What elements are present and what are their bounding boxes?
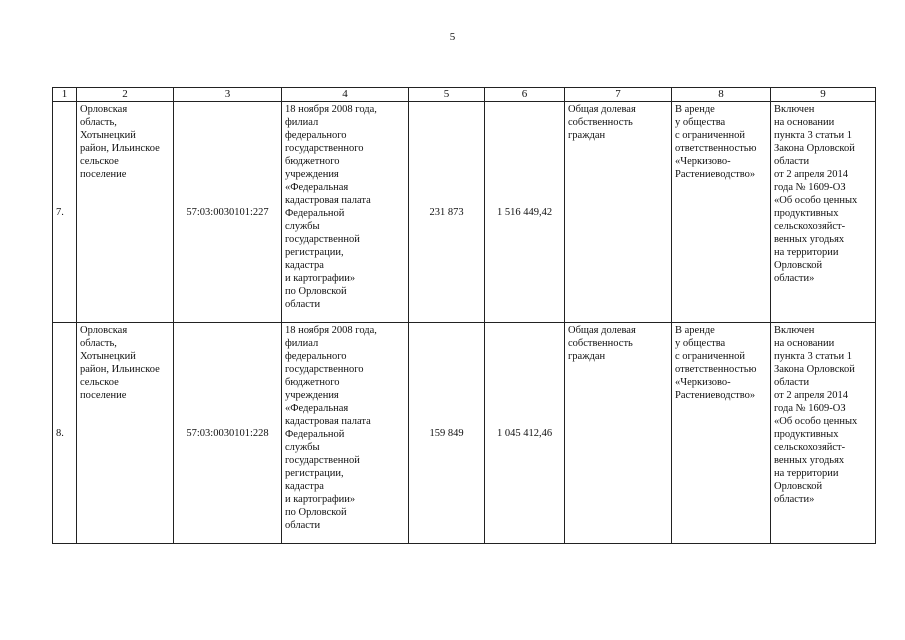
- column-header: 6: [485, 88, 565, 102]
- note-cell: Включен на основании пункта 3 статьи 1 Закона Орловской области от 2 апреля 2014 года № 1609-ОЗ «Об особо ценных продуктивных сельскохозяйст- венных угодьях на территории Орловской области»: [771, 102, 876, 323]
- note-cell: Включен на основании пункта 3 статьи 1 Закона Орловской области от 2 апреля 2014 года № 1609-ОЗ «Об особо ценных продуктивных сельскохозяйст- венных угодьях на территории Орловской области»: [771, 323, 876, 544]
- area-cell: 159 849: [409, 323, 485, 544]
- column-header: 4: [282, 88, 409, 102]
- column-header: 7: [565, 88, 672, 102]
- location-cell: Орловская область, Хотынецкий район, Ильинское сельское поселение: [77, 102, 174, 323]
- cadastral-value-cell: 1 045 412,46: [485, 323, 565, 544]
- column-number-row: [53, 88, 876, 102]
- area-cell: 231 873: [409, 102, 485, 323]
- ownership-cell: Общая долевая собственность граждан: [565, 102, 672, 323]
- row-number: 8.: [53, 323, 77, 544]
- table-row: [53, 323, 876, 544]
- row-number: 7.: [53, 102, 77, 323]
- ownership-cell: Общая долевая собственность граждан: [565, 323, 672, 544]
- cadastral-number-cell: 57:03:0030101:228: [174, 323, 282, 544]
- column-header: 9: [771, 88, 876, 102]
- registration-date-cell: 18 ноября 2008 года, филиал федерального государственного бюджетного учреждения «Федеральная кадастровая палата Федеральной службы государственной регистрации, кадастра и картографии» по Орловской области: [282, 323, 409, 544]
- location-cell: Орловская область, Хотынецкий район, Ильинское сельское поселение: [77, 323, 174, 544]
- column-header: 8: [672, 88, 771, 102]
- table-row: [53, 102, 876, 323]
- registration-date-cell: 18 ноября 2008 года, филиал федерального государственного бюджетного учреждения «Федеральная кадастровая палата Федеральной службы государственной регистрации, кадастра и картографии» по Орловской области: [282, 102, 409, 323]
- cadastral-number-cell: 57:03:0030101:227: [174, 102, 282, 323]
- cadastral-value-cell: 1 516 449,42: [485, 102, 565, 323]
- column-header: 3: [174, 88, 282, 102]
- column-header: 5: [409, 88, 485, 102]
- column-header: 2: [77, 88, 174, 102]
- lease-cell: В аренде у общества с ограниченной ответственностью «Черкизово- Растениеводство»: [672, 102, 771, 323]
- page-number: 5: [449, 31, 456, 43]
- lease-cell: В аренде у общества с ограниченной ответственностью «Черкизово- Растениеводство»: [672, 323, 771, 544]
- land-register-table: [52, 87, 876, 544]
- column-header: 1: [53, 88, 77, 102]
